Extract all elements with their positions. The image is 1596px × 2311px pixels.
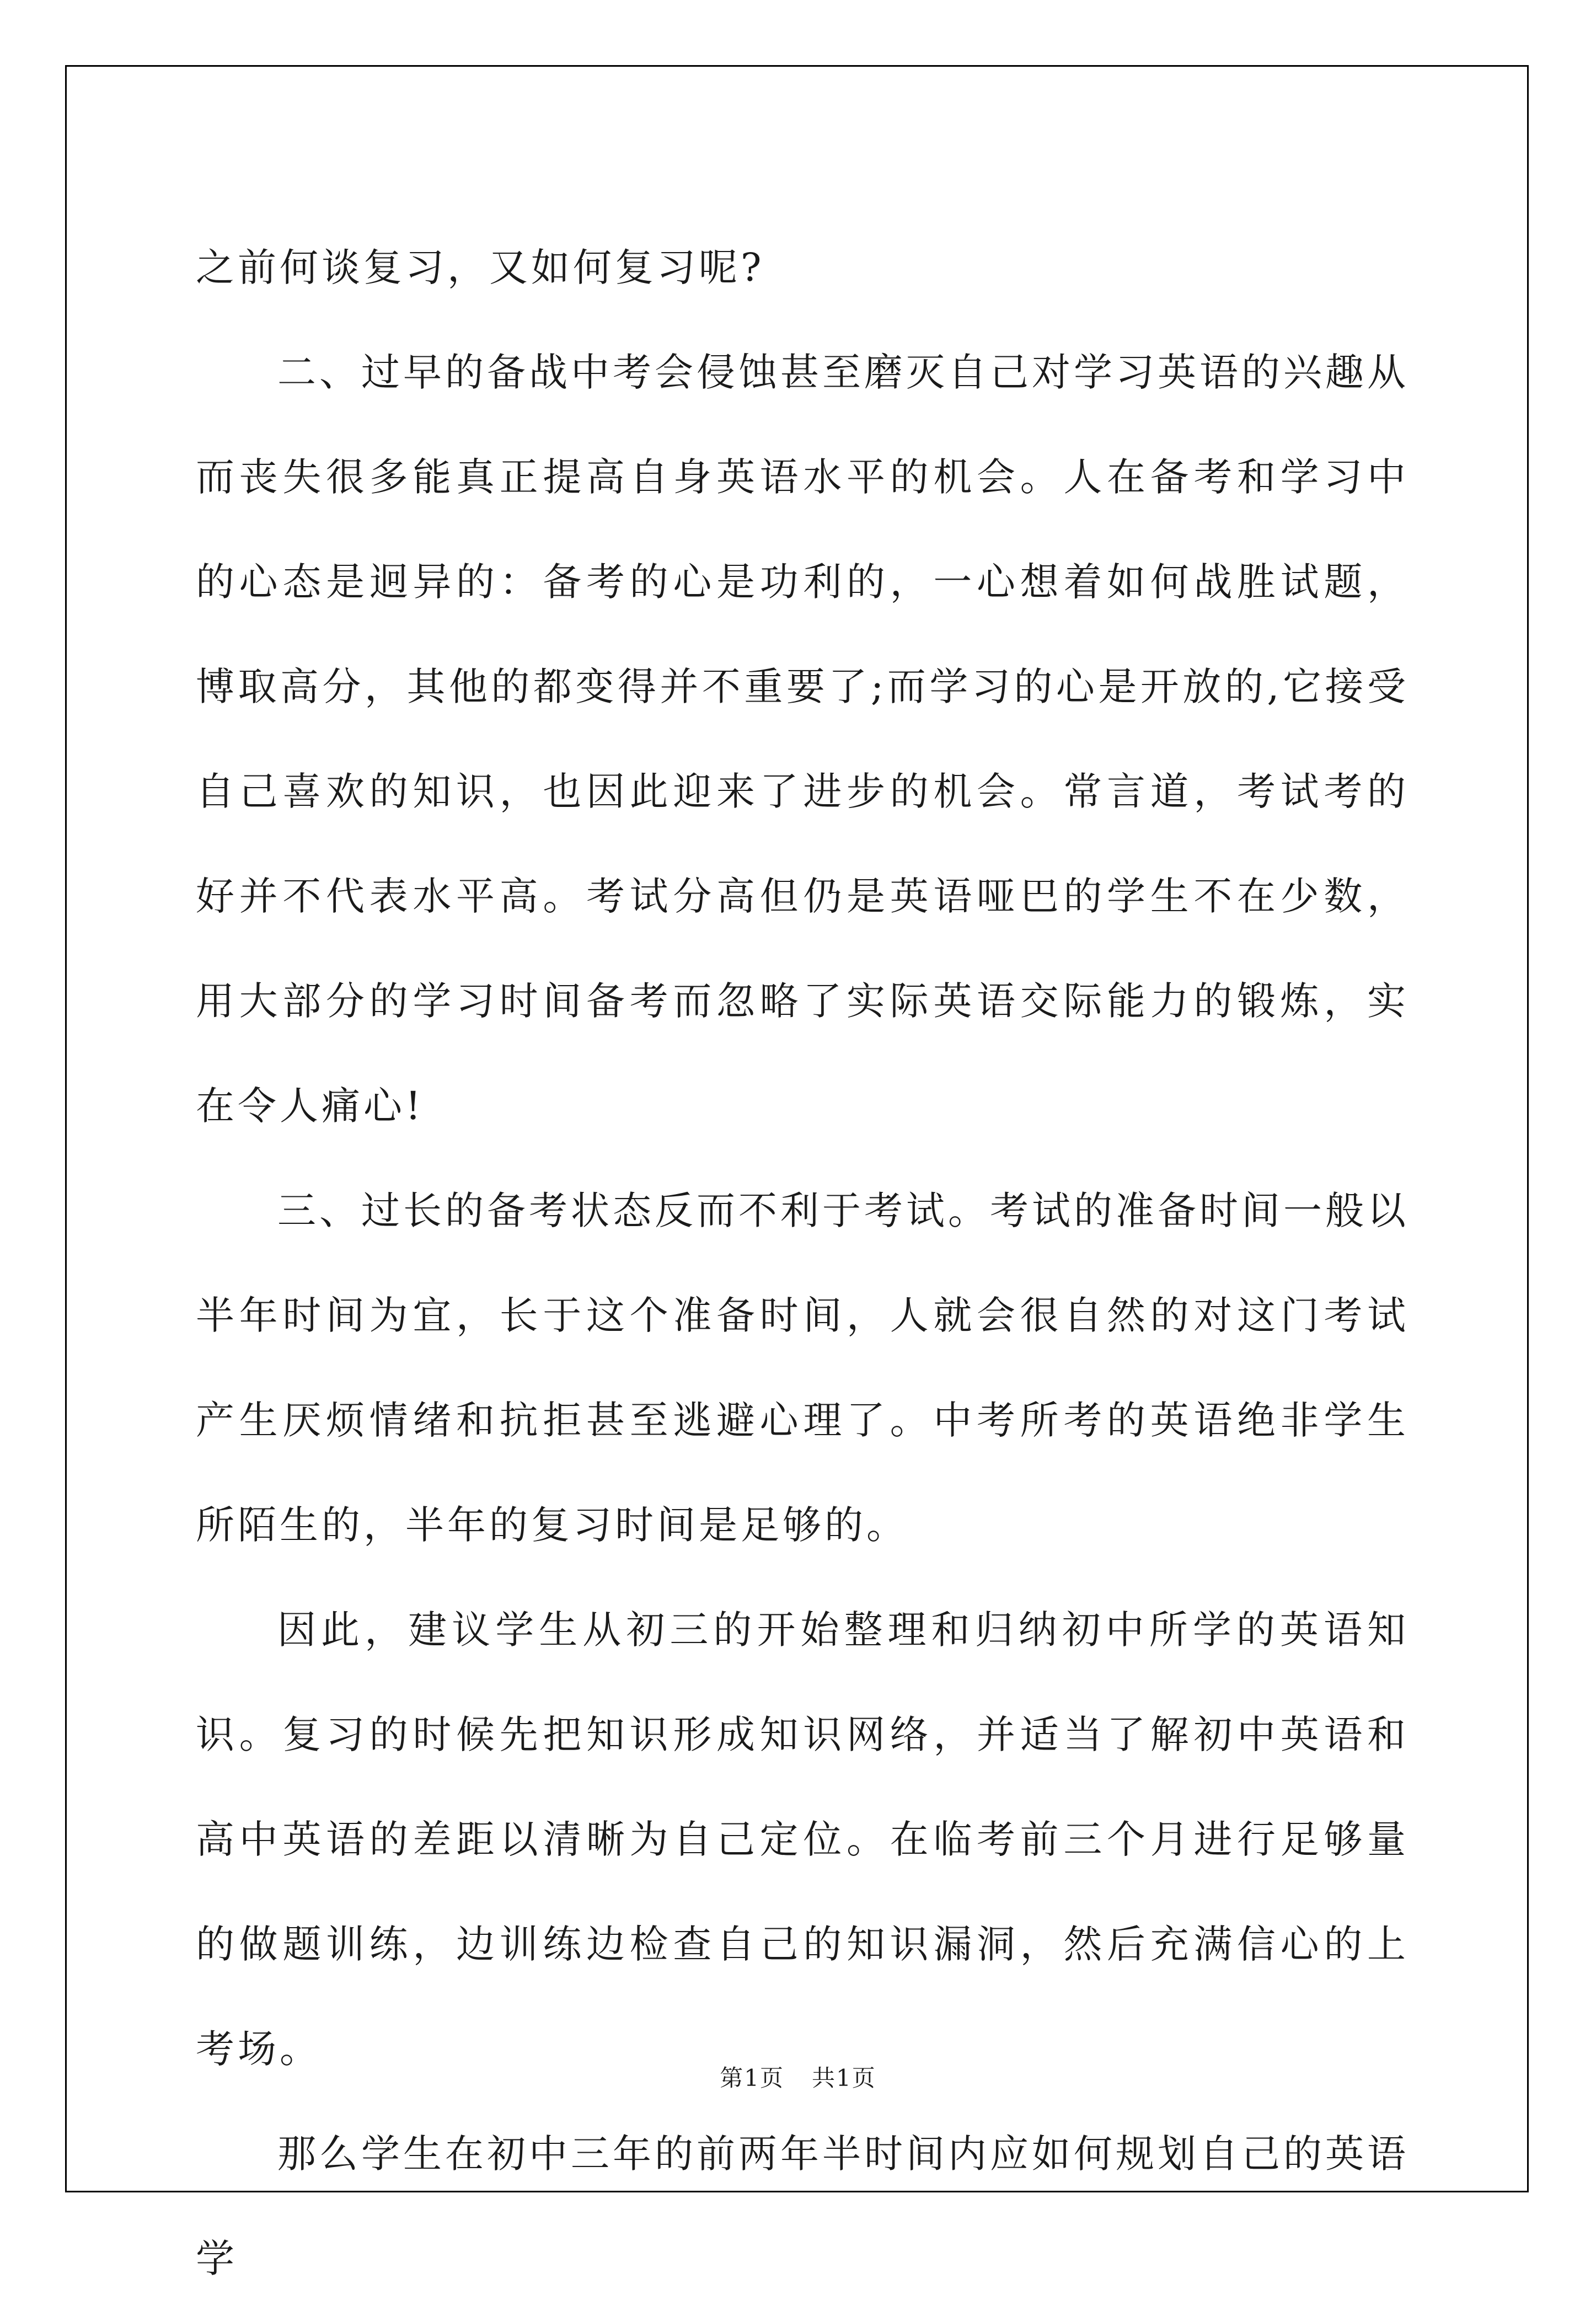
page-total: 共1页: [812, 2064, 876, 2091]
paragraph-5: 那么学生在初中三年的前两年半时间内应如何规划自己的英语学: [196, 2131, 1409, 2281]
page-number: 第1页: [720, 2064, 784, 2091]
paragraph-2: 二、过早的备战中考会侵蚀甚至磨灭自己对学习英语的兴趣从而丧失很多能真正提高自身英语水平的机会。人在备考和学习中的心态是迥异的：备考的心是功利的，一心想着如何战胜试题，博取高分，其他的都变得并不重要了;而学习的心是开放的,它接受自己喜欢的知识，也因此迎来了进步的机会。常言道，考试考的好并不代表水平高。考试分高但仍是英语哑巴的学生不在少数，用大部分的学习时间备考而忽略了实际英语交际能力的锻炼，实在令人痛心!: [196, 350, 1409, 1128]
paragraph-4: 因此，建议学生从初三的开始整理和归纳初中所学的英语知识。复习的时候先把知识形成知识网络，并适当了解初中英语和高中英语的差距以清晰为自己定位。在临考前三个月进行足够量的做题训练，边训练边检查自己的知识漏洞，然后充满信心的上考场。: [196, 1607, 1409, 2072]
paragraph-1: 之前何谈复习，又如何复习呢?: [196, 245, 765, 290]
document-body: [196, 215, 1409, 2311]
page-footer: [0, 2060, 1596, 2093]
paragraph-3: 三、过长的备考状态反而不利于考试。考试的准备时间一般以半年时间为宜，长于这个准备时间，人就会很自然的对这门考试产生厌烦情绪和抗拒甚至逃避心理了。中考所考的英语绝非学生所陌生的，半年的复习时间是足够的。: [196, 1188, 1409, 1548]
